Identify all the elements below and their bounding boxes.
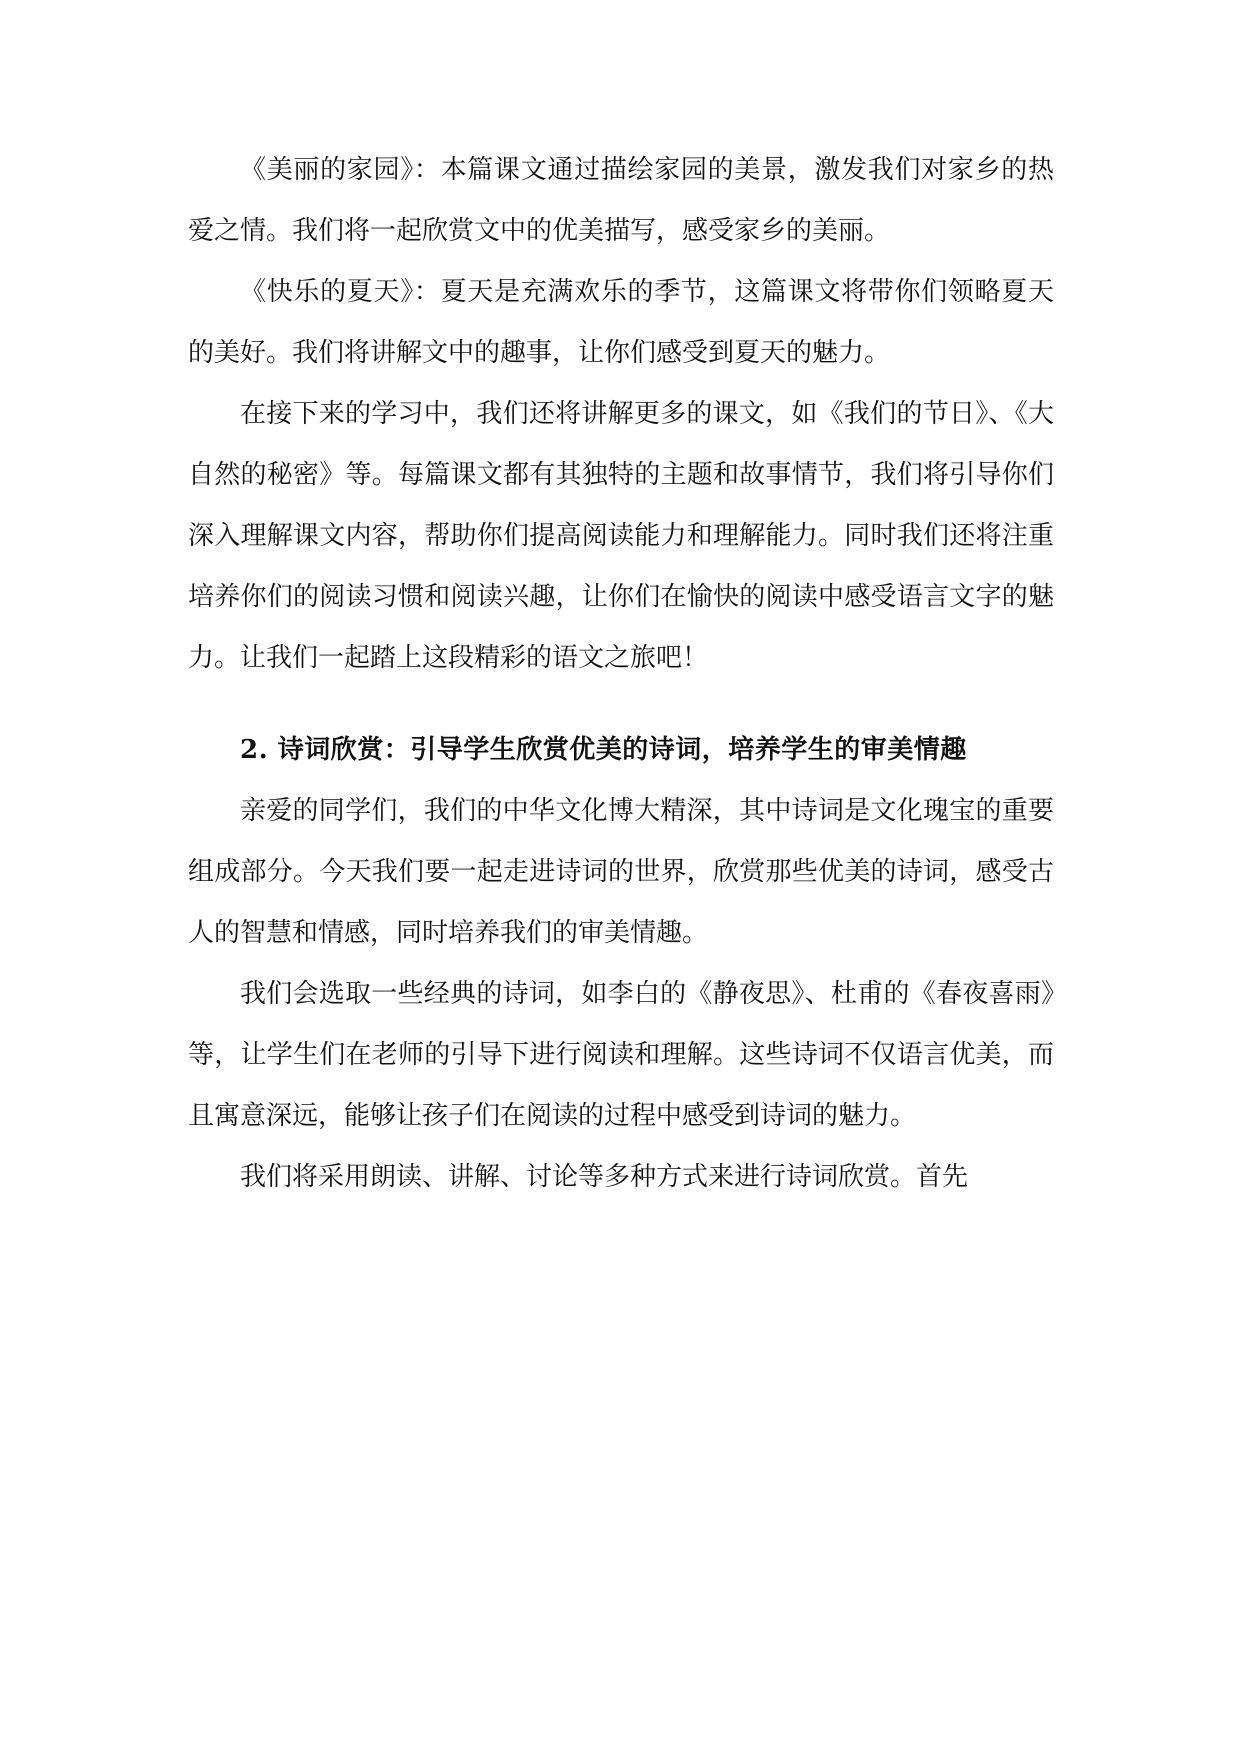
document-body	[188, 140, 1054, 1208]
paragraph-happy-summer: 《快乐的夏天》：夏天是充满欢乐的季节，这篇课文将带你们领略夏天的美好。我们将讲解文中的趣事，让你们感受到夏天的魅力。	[188, 277, 1054, 368]
paragraph-more-texts: 在接下来的学习中，我们还将讲解更多的课文，如《我们的节日》、《大自然的秘密》等。每篇课文都有其独特的主题和故事情节，我们将引导你们深入理解课文内容，帮助你们提高阅读能力和理解能力。同时我们还将注重培养你们的阅读习惯和阅读兴趣，让你们在愉快的阅读中感受语言文字的魅力。让我们一起踏上这段精彩的语文之旅吧！	[188, 399, 1054, 673]
paragraph-methods: 我们将采用朗读、讲解、讨论等多种方式来进行诗词欣赏。首先	[240, 1162, 969, 1192]
paragraph-beautiful-home: 《美丽的家园》：本篇课文通过描绘家园的美景，激发我们对家乡的热爱之情。我们将一起欣赏文中的优美描写，感受家乡的美丽。	[188, 155, 1054, 246]
paragraph-poetry-intro: 亲爱的同学们，我们的中华文化博大精深，其中诗词是文化瑰宝的重要组成部分。今天我们要一起走进诗词的世界，欣赏那些优美的诗词，感受古人的智慧和情感，同时培养我们的审美情趣。	[188, 796, 1054, 948]
section-heading-poetry: 2. 诗词欣赏：引导学生欣赏优美的诗词，培养学生的审美情趣	[240, 735, 967, 765]
paragraph-classic-poems: 我们会选取一些经典的诗词，如李白的《静夜思》、杜甫的《春夜喜雨》等，让学生们在老师的引导下进行阅读和理解。这些诗词不仅语言优美，而且寓意深远，能够让孩子们在阅读的过程中感受到诗词的魅力。	[188, 979, 1054, 1131]
